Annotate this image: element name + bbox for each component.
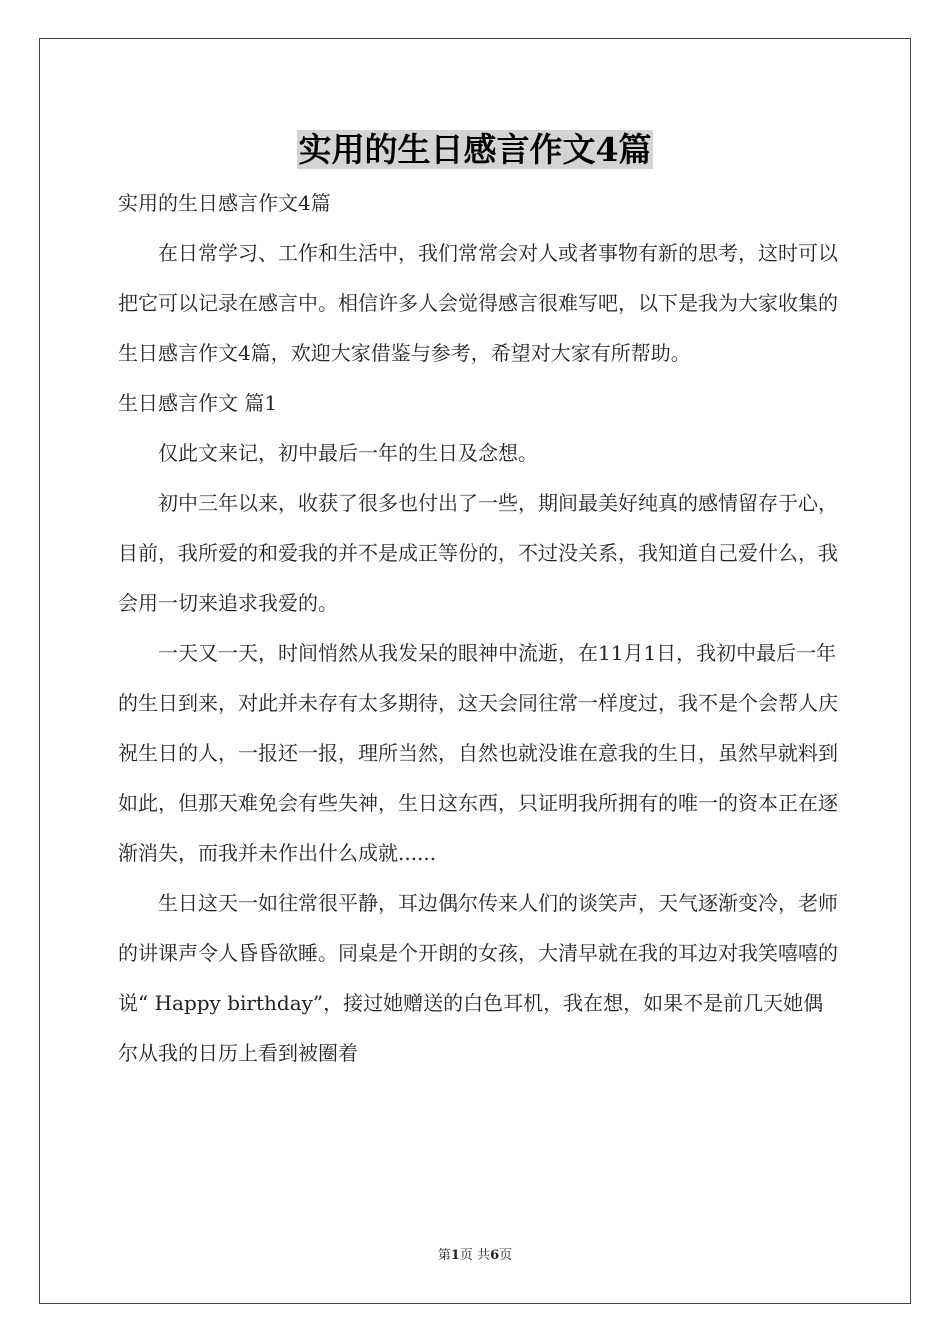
page-number-suffix: 页 [499, 1248, 513, 1263]
page-number-prefix: 第 [437, 1248, 451, 1263]
document-title [0, 124, 950, 176]
section-paragraph: 初中三年以来，收获了很多也付出了一些，期间最美好纯真的感情留存于心，目前，我所爱的和爱我的并不是成正等份的，不过没关系，我知道自己爱什么，我会用一切来追求我爱的。 [118, 491, 838, 615]
document-subtitle: 实用的生日感言作文4篇 [118, 191, 331, 215]
page-footer [0, 1244, 950, 1263]
document-title-text: 实用的生日感言作文4篇 [298, 130, 652, 169]
document-body [118, 178, 838, 1078]
intro-paragraph: 在日常学习、工作和生活中，我们常常会对人或者事物有新的思考，这时可以把它可以记录在感言中。相信许多人会觉得感言很难写吧，以下是我为大家收集的生日感言作文4篇，欢迎大家借鉴与参考，希望对大家有所帮助。 [118, 241, 838, 365]
current-page-number: 1 [450, 1248, 460, 1263]
page-number-mid: 页 共 [459, 1248, 491, 1263]
total-page-count: 6 [490, 1248, 500, 1263]
section-paragraph: 仅此文来记，初中最后一年的生日及念想。 [158, 441, 538, 465]
section-heading: 生日感言作文 篇1 [118, 391, 278, 415]
section-paragraph: 一天又一天，时间悄然从我发呆的眼神中流逝，在11月1日，我初中最后一年的生日到来，对此并未存有太多期待，这天会同往常一样度过，我不是个会帮人庆祝生日的人，一报还一报，理所当然，自然也就没谁在意我的生日，虽然早就料到如此，但那天难免会有些失神，生日这东西，只证明我所拥有的唯一的资本正在逐渐消失，而我并未作出什么成就...... [118, 641, 838, 865]
section-paragraph: 生日这天一如往常很平静，耳边偶尔传来人们的谈笑声，天气逐渐变冷，老师的讲课声令人昏昏欲睡。同桌是个开朗的女孩，大清早就在我的耳边对我笑嘻嘻的说“ Happy birthday”，接过她赠送的白色耳机，我在想，如果不是前几天她偶尔从我的日历上看到被圈着 [118, 891, 838, 1065]
